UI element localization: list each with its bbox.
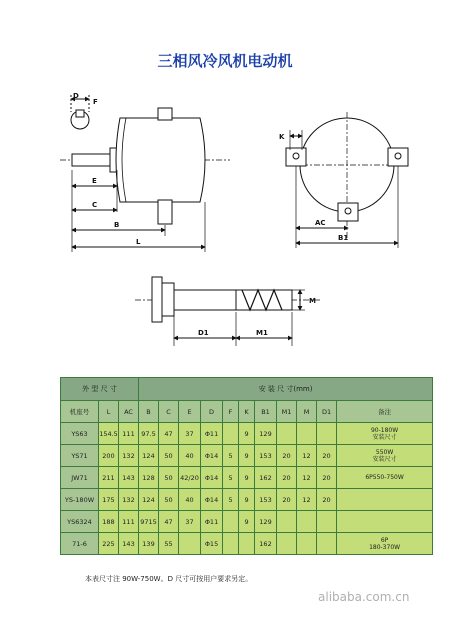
- shaft-detail-view: [135, 277, 320, 346]
- table-cell: 5: [223, 445, 239, 467]
- dim-label-e: E: [92, 177, 97, 185]
- column-header: L: [99, 401, 119, 423]
- dim-label-m1: M1: [256, 329, 268, 337]
- table-row: [61, 511, 433, 533]
- table-cell: 12: [297, 489, 317, 511]
- table-cell: 9: [239, 467, 255, 489]
- table-cell: 188: [99, 511, 119, 533]
- table-cell: 50: [159, 489, 179, 511]
- model-cell: 71-6: [61, 533, 99, 555]
- table-cell: Φ14: [201, 445, 223, 467]
- table-cell: 143: [119, 467, 139, 489]
- table-cell: 12: [297, 445, 317, 467]
- column-header: B1: [255, 401, 277, 423]
- table-cell: [277, 533, 297, 555]
- table-cell: [297, 533, 317, 555]
- dim-label-m: M: [309, 297, 316, 305]
- table-cell: 132: [119, 445, 139, 467]
- table-cell: Φ15: [201, 533, 223, 555]
- dim-label-l: L: [136, 238, 141, 246]
- table-cell: 37: [179, 511, 201, 533]
- table-cell: 9: [239, 423, 255, 445]
- table-cell: [223, 511, 239, 533]
- table-cell: [239, 533, 255, 555]
- dim-label-f: F: [93, 98, 98, 106]
- table-body: [61, 423, 433, 555]
- table-cell: 162: [255, 533, 277, 555]
- table-cell: [223, 533, 239, 555]
- column-header: M: [297, 401, 317, 423]
- table-cell: 124: [139, 445, 159, 467]
- motor-end-view: [286, 112, 408, 248]
- table-cell: 20: [277, 445, 297, 467]
- table-cell: [317, 423, 337, 445]
- table-cell: [297, 423, 317, 445]
- table-cell: 40: [179, 445, 201, 467]
- note-cell: [337, 445, 433, 467]
- watermark: alibaba.com.cn: [318, 590, 410, 604]
- column-header: F: [223, 401, 239, 423]
- table-cell: 47: [159, 511, 179, 533]
- table-cell: Φ14: [201, 489, 223, 511]
- note-line: 安装尺寸: [372, 433, 397, 441]
- table-cell: 20: [277, 467, 297, 489]
- table-cell: Φ11: [201, 423, 223, 445]
- column-header: D1: [317, 401, 337, 423]
- column-header: 备注: [337, 401, 433, 423]
- table-cell: 139: [139, 533, 159, 555]
- table-cell: 55: [159, 533, 179, 555]
- table-cell: 211: [99, 467, 119, 489]
- note-line: 180-370W: [369, 543, 401, 551]
- model-cell: YS63: [61, 423, 99, 445]
- note-cell: [337, 511, 433, 533]
- model-cell: YS-180W: [61, 489, 99, 511]
- table-cell: 132: [119, 489, 139, 511]
- dim-label-d: D: [73, 92, 79, 100]
- spec-table: [60, 377, 433, 555]
- table-cell: [277, 423, 297, 445]
- table-cell: [317, 533, 337, 555]
- table-cell: 143: [119, 533, 139, 555]
- page-title: 三相风冷风机电动机: [157, 52, 293, 70]
- table-cell: 20: [277, 489, 297, 511]
- table-cell: 50: [159, 467, 179, 489]
- table-row: [61, 445, 433, 467]
- model-cell: JW71: [61, 467, 99, 489]
- column-header: C: [159, 401, 179, 423]
- table-cell: Φ11: [201, 511, 223, 533]
- table-cell: 111: [119, 423, 139, 445]
- table-column-header-row: [61, 401, 433, 423]
- table-cell: 40: [179, 489, 201, 511]
- table-footnote: 本表尺寸注 90W-750W。D 尺寸可按用户要求另定。: [85, 575, 253, 583]
- table-cell: [223, 423, 239, 445]
- table-cell: 9: [239, 511, 255, 533]
- note-line: 安装尺寸: [372, 455, 397, 463]
- dim-label-ac: AC: [315, 219, 326, 227]
- table-group-header: 外 型 尺 寸: [61, 378, 139, 401]
- table-cell: 12: [297, 467, 317, 489]
- table-cell: 175: [99, 489, 119, 511]
- model-cell: YS71: [61, 445, 99, 467]
- table-cell: 5: [223, 489, 239, 511]
- note-cell: [337, 489, 433, 511]
- table-group-header: 安 装 尺 寸(mm): [139, 378, 433, 401]
- note-cell: [337, 533, 433, 555]
- note-line: 90-180W: [370, 426, 399, 434]
- column-header: AC: [119, 401, 139, 423]
- table-cell: 42/20: [179, 467, 201, 489]
- table-row: [61, 533, 433, 555]
- note-line: 6P550-750W: [365, 474, 404, 481]
- table-cell: [297, 511, 317, 533]
- table-cell: 97.5: [139, 423, 159, 445]
- table-cell: 9715: [139, 511, 159, 533]
- table-cell: 124: [139, 489, 159, 511]
- table-cell: 154.5: [99, 423, 119, 445]
- model-cell: YS6324: [61, 511, 99, 533]
- table-cell: 47: [159, 423, 179, 445]
- table-cell: [317, 511, 337, 533]
- note-line: 6P: [380, 536, 389, 544]
- dim-label-b1: B1: [338, 234, 349, 242]
- column-header: 机座号: [61, 401, 99, 423]
- dim-label-d1: D1: [198, 329, 209, 337]
- table-cell: Φ14: [201, 467, 223, 489]
- note-cell: [337, 423, 433, 445]
- table-cell: 9: [239, 445, 255, 467]
- column-header: D: [201, 401, 223, 423]
- table-group-header-row: [61, 378, 433, 401]
- column-header: E: [179, 401, 201, 423]
- dim-label-c: C: [92, 201, 98, 209]
- table-cell: 20: [317, 445, 337, 467]
- table-cell: 200: [99, 445, 119, 467]
- table-cell: 153: [255, 445, 277, 467]
- shaft-key-view: [71, 95, 89, 129]
- table-cell: 128: [139, 467, 159, 489]
- table-cell: 37: [179, 423, 201, 445]
- note-line: 550W: [375, 448, 394, 456]
- table-cell: 225: [99, 533, 119, 555]
- column-header: K: [239, 401, 255, 423]
- table-cell: [179, 533, 201, 555]
- table-cell: 9: [239, 489, 255, 511]
- table-cell: 5: [223, 467, 239, 489]
- table-cell: 50: [159, 445, 179, 467]
- table-cell: 153: [255, 489, 277, 511]
- table-cell: 20: [317, 489, 337, 511]
- table-row: [61, 489, 433, 511]
- table-cell: 162: [255, 467, 277, 489]
- table-row: [61, 467, 433, 489]
- table-cell: [277, 511, 297, 533]
- column-header: M1: [277, 401, 297, 423]
- table-cell: 20: [317, 467, 337, 489]
- table-cell: 111: [119, 511, 139, 533]
- dim-label-k: K: [279, 133, 285, 141]
- table-row: [61, 423, 433, 445]
- column-header: B: [139, 401, 159, 423]
- dim-label-b: B: [114, 221, 120, 229]
- note-cell: [337, 467, 433, 489]
- motor-side-view: [60, 108, 230, 252]
- table-cell: 129: [255, 423, 277, 445]
- table-cell: 129: [255, 511, 277, 533]
